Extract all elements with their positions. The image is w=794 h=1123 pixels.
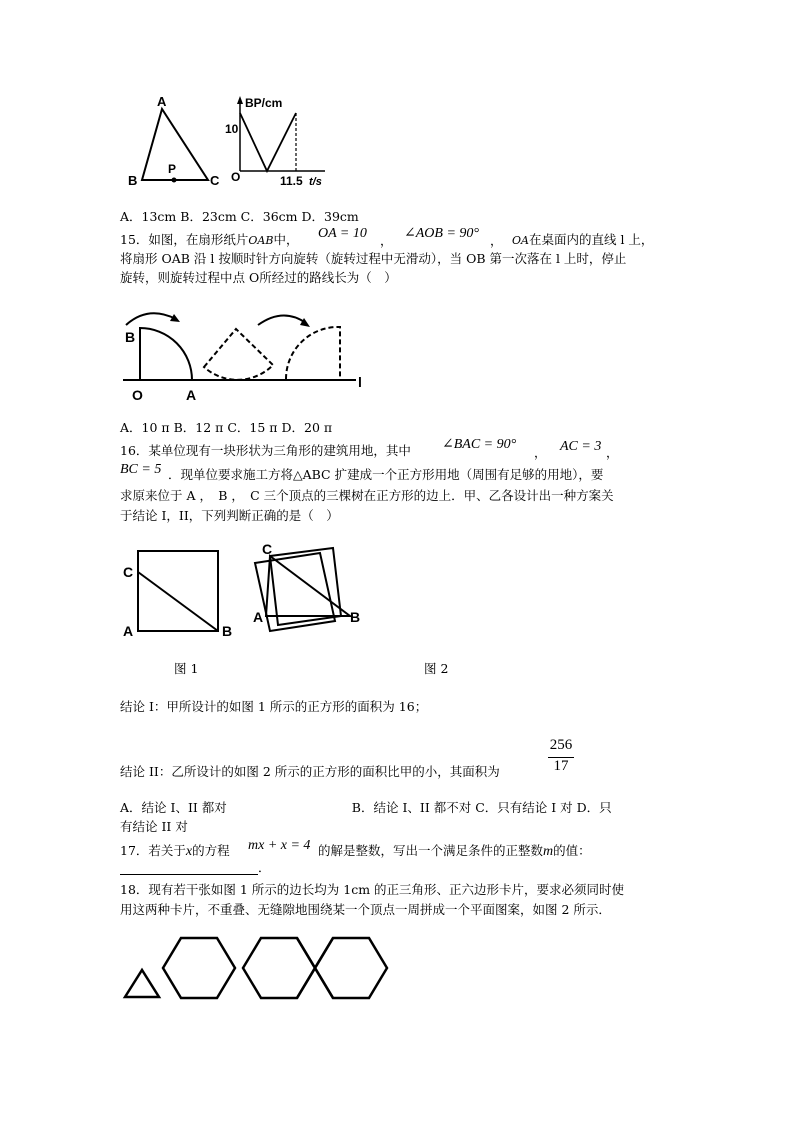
q15-math-aob: ∠AOB = 90° bbox=[404, 226, 479, 241]
q14-x115: 11.5 bbox=[280, 174, 303, 188]
q17-blank-end: ． bbox=[258, 860, 271, 875]
q16-fig2-label-c: C bbox=[262, 541, 273, 557]
q16-caption1: 图 1 bbox=[174, 661, 199, 676]
q15-comma1: ， bbox=[380, 233, 393, 248]
q15-line1-tail bbox=[512, 230, 653, 251]
q16-fraction-denominator: 17 bbox=[553, 758, 569, 774]
q16-fraction-numerator: 256 bbox=[549, 737, 573, 753]
q15-text-c: 中， bbox=[273, 232, 299, 247]
q16-line1: 16．某单位现有一块形状为三角形的建筑用地，其中 bbox=[120, 443, 411, 458]
q17-line bbox=[120, 841, 230, 862]
q15-oa-label: OA bbox=[512, 234, 529, 247]
q15-options: A．10 π B．12 π C．15 π D．20 π bbox=[120, 420, 333, 435]
q16-math-ac: AC = 3 bbox=[560, 439, 602, 454]
q14-origin: O bbox=[231, 170, 241, 184]
q17-answer-blank[interactable] bbox=[120, 864, 258, 875]
q15-math-oa: OA = 10 bbox=[318, 226, 367, 241]
q14-ylabel: BP/cm bbox=[245, 96, 283, 110]
q17-line-tail bbox=[318, 841, 591, 862]
q18-line2: 用这两种卡片，不重叠、无缝隙地围绕某一个顶点一周拼成一个平面图案，如图 2 所示． bbox=[120, 902, 611, 917]
q16-math-bc: BC = 5 bbox=[120, 462, 162, 477]
q15-text-a: 15．如图，在扇形纸片 bbox=[120, 232, 249, 247]
q16-figure1 bbox=[120, 545, 240, 640]
q18-line1: 18．现有若干张如图 1 所示的边长均为 1cm 的正三角形、正六边形卡片，要求必须同时使 bbox=[120, 882, 625, 897]
q15-line3: 旋转，则旋转过程中点 O所经过的路线长为（ ） bbox=[120, 270, 397, 285]
q14-label-a: A bbox=[157, 94, 167, 109]
q17-equation: mx + x = 4 bbox=[248, 838, 311, 853]
q14-label-p: P bbox=[168, 162, 177, 176]
q16-fig2-label-b: B bbox=[350, 609, 361, 625]
q18-figure bbox=[118, 930, 388, 1010]
q16-line3: 求原来位于 A ， B ， C 三个顶点的三棵树在正方形的边上．甲、乙各设计出一种方案关 bbox=[120, 488, 614, 503]
q16-line2: ．现单位要求施工方将△ABC 扩建成一个正方形用地（周围有足够的用地），要 bbox=[168, 467, 604, 482]
q15-text-e: 在桌面内的直线 l 上， bbox=[528, 232, 654, 247]
q14-xunit: t/s bbox=[309, 176, 322, 188]
q16-math-bac: ∠BAC = 90° bbox=[442, 437, 517, 452]
q16-line4: 于结论 I，II，下列判断正确的是（ ） bbox=[120, 508, 339, 523]
q16-fig2-label-a: A bbox=[253, 609, 264, 625]
q15-label-o: O bbox=[132, 387, 143, 403]
q16-fig1-label-a: A bbox=[123, 623, 134, 639]
q15-line2: 将扇形 OAB 沿 l 按顺时针方向旋转（旋转过程中无滑动），当 OB 第一次落在 l 上时，停止 bbox=[120, 251, 627, 266]
q16-fig1-label-b: B bbox=[222, 623, 233, 639]
q14-label-b: B bbox=[128, 173, 138, 188]
q16-comma1: ， bbox=[534, 445, 547, 460]
q15-line1 bbox=[120, 230, 298, 251]
q16-comma2: ， bbox=[606, 445, 619, 460]
q14-options: A．13cm B．23cm C．36cm D．39cm bbox=[120, 209, 359, 224]
q14-label-c: C bbox=[210, 173, 220, 188]
q16-fig1-label-c: C bbox=[123, 564, 134, 580]
q16-conclusion2: 结论 II：乙所设计的如图 2 所示的正方形的面积比甲的小，其面积为 bbox=[120, 764, 500, 779]
q16-conclusion1: 结论 I：甲所设计的如图 1 所示的正方形的面积为 16； bbox=[120, 699, 428, 714]
q14-graph-figure bbox=[225, 93, 335, 188]
q15-figure bbox=[118, 305, 378, 405]
q17-text-c: 的解是整数，写出一个满足条件的正整数 bbox=[318, 843, 544, 858]
q15-comma2: ， bbox=[490, 233, 503, 248]
q16-caption2: 图 2 bbox=[424, 661, 449, 676]
q14-y10: 10 bbox=[225, 122, 239, 136]
q15-label-l: l bbox=[358, 374, 362, 390]
q17-var-m: m bbox=[543, 844, 554, 859]
q17-var-x: x bbox=[185, 844, 193, 859]
q15-label-b: B bbox=[125, 329, 136, 345]
q17-text-b: 的方程 bbox=[192, 843, 230, 858]
q15-label-a: A bbox=[186, 387, 197, 403]
q15-oab: OAB bbox=[248, 234, 274, 247]
q16-figure2 bbox=[250, 538, 370, 643]
q17-text-a: 17．若关于 bbox=[120, 843, 186, 858]
q16-options-line1: A．结论 I、II 都对 B．结论 I、II 都不对 C．只有结论 I 对 D．只 bbox=[120, 800, 612, 815]
q14-triangle-figure bbox=[120, 95, 230, 190]
q16-options-line2: 有结论 II 对 bbox=[120, 819, 188, 834]
q17-text-d: 的值： bbox=[553, 843, 591, 858]
